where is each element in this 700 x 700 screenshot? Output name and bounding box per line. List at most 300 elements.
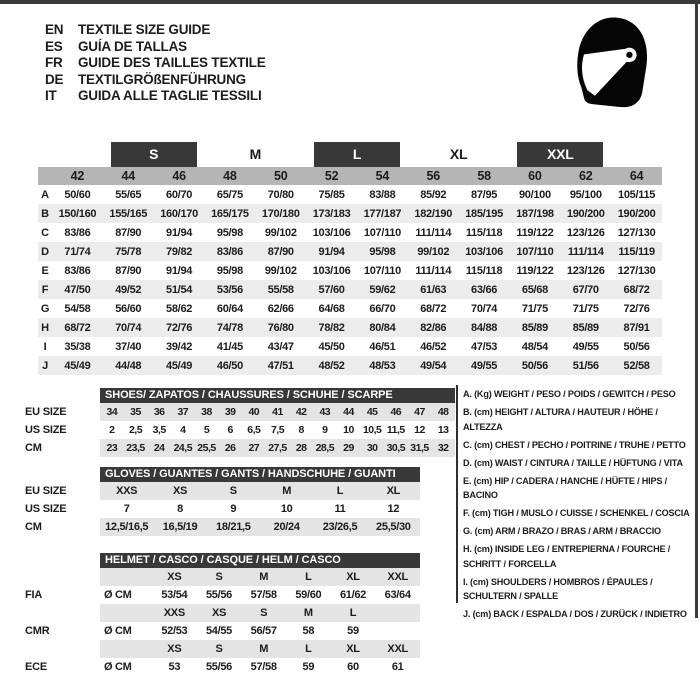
size-cell: L <box>349 607 357 619</box>
measurement-cell: 177/187 <box>363 207 402 220</box>
spacer-label <box>25 640 100 658</box>
measurement-cell: 67/70 <box>572 283 599 296</box>
language-title: TEXTILE SIZE GUIDE <box>78 22 211 37</box>
size-header-row <box>38 167 662 185</box>
size-header-cell: 60 <box>528 169 542 183</box>
measurement-cell: 75/78 <box>115 245 142 258</box>
size-cell: 2,5 <box>128 424 143 436</box>
standard-label: FIA <box>25 589 43 601</box>
size-cell: 29 <box>343 442 354 454</box>
spacer-cell <box>100 568 152 586</box>
legend <box>463 388 699 626</box>
measurement-cell: 115/119 <box>618 245 655 258</box>
measurement-cell: 70/80 <box>267 188 294 201</box>
measurement-row <box>38 299 662 318</box>
measurement-cell: 47/53 <box>471 340 498 353</box>
measurement-cell: 48/53 <box>369 359 396 372</box>
legend-text: CHEST / PECHO / POITRINE / TRUHE / PETTO <box>494 439 686 451</box>
measurement-cell: 111/114 <box>567 245 604 258</box>
measurement-cell: 66/70 <box>369 302 396 315</box>
legend-unit: (cm) <box>470 576 491 588</box>
measurement-cell: 41/45 <box>216 340 243 353</box>
legend-item <box>463 525 699 540</box>
measurement-cell: 55/58 <box>267 283 294 296</box>
measurement-cell: 87/91 <box>623 321 650 334</box>
size-cell: 20/24 <box>273 521 300 533</box>
size-cell: 61 <box>391 661 404 673</box>
size-cell: 7 <box>123 503 130 515</box>
size-header-cell: 50 <box>273 169 288 183</box>
size-cell: 9 <box>322 424 328 436</box>
size-cell: 47 <box>414 406 425 418</box>
measurement-row <box>38 318 662 337</box>
measurement-cell: 60/64 <box>216 302 243 315</box>
measurement-row-label: C <box>41 226 49 239</box>
size-cell: M <box>303 607 313 619</box>
measurement-cell: 62/66 <box>267 302 294 315</box>
measurement-cell: 50/56 <box>623 340 650 353</box>
size-cell: 53/54 <box>161 589 188 601</box>
measurement-cell: 76/80 <box>267 321 294 334</box>
size-cell: M <box>259 571 269 583</box>
measurement-row-label: E <box>41 264 49 277</box>
size-cell: 27,5 <box>268 442 287 454</box>
measurement-cell: 107/110 <box>516 245 554 258</box>
size-header-cell: 62 <box>578 169 593 183</box>
measurement-cell: 99/102 <box>264 226 297 239</box>
legend-unit: (cm) <box>474 457 495 469</box>
table-row <box>100 482 420 500</box>
table-row <box>100 586 420 604</box>
measurement-row <box>38 280 662 299</box>
legend-unit: (cm) <box>474 544 495 555</box>
legend-text: INSIDE LEG / ENTREPIERNA / FOURCHE / SCHRITT / FORCELLA <box>463 544 671 570</box>
section-title-bar: GLOVES / GUANTES / GANTS / HANDSCHUHE / GUANTI <box>100 467 420 482</box>
section-title-bar: HELMET / CASCO / CASQUE / HELM / CASCO <box>100 553 420 568</box>
size-cell: 57/58 <box>250 589 277 601</box>
measurement-cell: 95/98 <box>216 226 243 239</box>
language-row <box>45 39 266 56</box>
size-cell: 53 <box>168 661 181 673</box>
legend-text: WAIST / CINTURA / TAILLE / HÜFTUNG / VITA <box>494 457 683 469</box>
measurement-cell: 75/85 <box>318 188 345 201</box>
legend-text: HIP / CADERA / HANCHE / HÜFTE / HIPS / BACINO <box>463 475 667 501</box>
measurement-cell: 165/175 <box>211 207 249 220</box>
size-cell: 27 <box>248 442 260 454</box>
measurement-cell: 72/76 <box>166 321 193 334</box>
helmet-section <box>25 553 420 676</box>
measurement-cell: 87/90 <box>115 226 142 239</box>
measurement-cell: 111/114 <box>415 226 452 239</box>
language-block <box>45 22 266 105</box>
legend-text: BACK / ESPALDA / DOS / ZURÜCK / INDIETRO <box>493 609 687 620</box>
measurement-cell: 47/51 <box>267 359 294 372</box>
size-header-cell: 58 <box>477 169 491 183</box>
legend-text: SHOULDERS / HOMBROS / ÉPAULES / SCHULTERN / SPALLE <box>463 576 653 602</box>
measurement-cell: 78/82 <box>318 321 345 334</box>
size-cell: 57/58 <box>250 661 277 673</box>
legend-item <box>463 475 699 504</box>
measurement-cell: 87/90 <box>115 264 142 277</box>
size-cell: S <box>229 485 237 497</box>
measurement-cell: 84/88 <box>471 321 498 334</box>
measurement-cell: 85/92 <box>420 188 447 201</box>
size-cell: 11 <box>334 503 346 515</box>
size-cell: 43 <box>319 406 331 418</box>
spacer-label <box>25 568 100 586</box>
size-cell: 48 <box>437 406 449 418</box>
size-cell: 46 <box>390 406 402 418</box>
measurement-cell: 68/72 <box>623 283 650 296</box>
measurement-row <box>38 204 662 223</box>
measurement-cell: 45/49 <box>64 359 91 372</box>
legend-item <box>463 439 699 454</box>
size-cell: 7,5 <box>270 424 285 436</box>
section-row-labels <box>25 467 100 536</box>
section-title-bar: SHOES/ ZAPATOS / CHAUSSURES / SCHUHE / SCARPE <box>100 388 455 403</box>
size-header-cell: 52 <box>324 169 339 183</box>
size-cell: 24 <box>153 442 165 454</box>
measurement-cell: 119/122 <box>516 226 554 239</box>
measurement-cell: 91/94 <box>166 226 193 239</box>
size-cell: 30 <box>366 442 378 454</box>
size-cell <box>375 622 420 640</box>
legend-key: E. <box>463 475 474 487</box>
measurement-cell: 68/72 <box>420 302 447 315</box>
size-cell: 61/62 <box>339 589 366 601</box>
size-cell: S <box>215 571 223 583</box>
size-cell: XXS <box>116 485 138 497</box>
legend-unit: (cm) <box>474 407 495 418</box>
measurement-cell: 95/98 <box>216 264 243 277</box>
legend-item <box>463 457 699 472</box>
size-cell: 54/55 <box>205 625 232 637</box>
measurement-cell: 103/106 <box>312 226 351 239</box>
table-row <box>100 439 455 457</box>
size-header-cell: 46 <box>172 169 186 183</box>
measurement-cell: 71/75 <box>572 302 599 315</box>
size-cell: 59/60 <box>295 589 322 601</box>
measurement-row <box>38 337 662 356</box>
measurement-cell: 68/72 <box>64 321 91 334</box>
measurement-cell: 51/54 <box>166 283 193 296</box>
legend-unit: (cm) <box>474 439 495 451</box>
legend-key: D. <box>463 457 475 469</box>
measurement-cell: 91/94 <box>318 245 345 258</box>
measurement-cell: 47/50 <box>64 283 91 296</box>
measurement-cell: 58/62 <box>166 302 193 315</box>
measurement-cell: 39/42 <box>166 340 193 353</box>
measurement-cell: 95/100 <box>569 188 602 201</box>
legend-key: A. <box>463 389 475 400</box>
legend-text: WEIGHT / PESO / POIDS / GEWITCH / PESO <box>493 389 676 400</box>
standard-label: CMR <box>25 625 50 637</box>
size-header-cell: 56 <box>426 169 440 183</box>
measurement-cell: 90/100 <box>518 188 551 201</box>
measurement-cell: 103/106 <box>312 264 351 277</box>
measurement-cell: 49/55 <box>572 340 599 353</box>
measurement-cell: 187/198 <box>516 207 554 220</box>
table-row <box>100 500 420 518</box>
size-cell: 42 <box>295 406 307 418</box>
measurement-cell: 95/98 <box>369 245 396 258</box>
shoes-section <box>25 388 455 457</box>
measurement-cell: 50/56 <box>521 359 548 372</box>
legend-item <box>463 388 699 403</box>
legend-key: B. <box>463 407 475 418</box>
size-cell: XS <box>167 571 182 583</box>
row-label: CM <box>25 521 42 533</box>
size-cell: 23/26,5 <box>322 521 358 533</box>
measurement-cell: 83/86 <box>216 245 243 258</box>
legend-item <box>463 576 699 605</box>
row-label: EU SIZE <box>25 485 67 497</box>
size-group-label: XL <box>449 146 468 162</box>
measurement-cell: 60/70 <box>166 188 193 201</box>
measurement-cell: 70/74 <box>471 302 498 315</box>
size-cell: 16,5/19 <box>162 521 198 533</box>
language-code: IT <box>45 88 57 103</box>
measurement-cell: 103/106 <box>465 245 503 258</box>
size-cell: M <box>259 643 269 655</box>
legend-text: ARM / BRAZO / BRAS / ARM / BRACCIO <box>495 526 661 537</box>
size-cell: M <box>282 485 292 497</box>
size-cell: 34 <box>106 406 118 418</box>
measurement-cell: 115/118 <box>465 264 503 277</box>
measurement-row <box>38 223 662 242</box>
size-cell: 30,5 <box>386 442 406 454</box>
size-cell: 4 <box>180 424 186 436</box>
size-cell: 12,5/16,5 <box>105 521 149 533</box>
table-row <box>100 604 420 622</box>
language-row <box>45 88 266 105</box>
measurement-cell: 83/86 <box>64 264 91 277</box>
size-cell: XS <box>172 485 188 497</box>
legend-text: TIGH / MUSLO / CUISSE / SCHENKEL / COSCIA <box>492 508 690 519</box>
spacer-cell <box>100 640 152 658</box>
measurement-cell: 74/78 <box>216 321 243 334</box>
legend-item <box>463 608 699 623</box>
size-cell: 10 <box>343 424 354 436</box>
size-cell: 26 <box>224 442 236 454</box>
spacer-label <box>25 604 100 622</box>
size-cell: 23 <box>106 442 118 454</box>
size-cell: 8 <box>177 503 183 515</box>
size-cell: 37 <box>177 406 189 418</box>
language-code: ES <box>45 38 63 54</box>
measurement-rows <box>38 185 662 375</box>
measurement-cell: 65/75 <box>216 188 243 201</box>
measurement-cell: 52/58 <box>623 359 650 372</box>
size-cell: XS <box>167 643 182 655</box>
size-header-cell: 54 <box>375 169 390 183</box>
measurement-cell: 50/60 <box>64 188 91 201</box>
measurement-cell: 44/48 <box>115 359 142 372</box>
size-cell: L <box>336 485 344 497</box>
measurement-cell: 185/195 <box>465 207 503 220</box>
size-cell: 40 <box>248 406 260 418</box>
measurement-cell: 182/190 <box>414 207 453 220</box>
size-cell: XXS <box>163 607 185 619</box>
measurement-cell: 35/38 <box>64 340 91 353</box>
size-cell: 55/56 <box>205 589 232 601</box>
measurement-cell: 49/52 <box>115 283 142 296</box>
language-code: FR <box>45 55 63 70</box>
row-label: CM <box>25 442 42 454</box>
measurement-cell: 111/114 <box>415 264 452 277</box>
size-cell: 6,5 <box>247 424 261 436</box>
size-cell: 41 <box>272 406 283 418</box>
size-cell: 45 <box>366 406 378 418</box>
size-cell: 24,5 <box>173 442 193 454</box>
size-cell: 25,5/30 <box>376 521 411 533</box>
legend-key: C. <box>463 439 475 451</box>
size-cell: 35 <box>130 406 141 418</box>
language-title: TEXTILGRÖßENFÜHRUNG <box>78 71 246 87</box>
size-cell: 58 <box>302 625 315 637</box>
measurement-row-label: H <box>41 321 49 334</box>
measurement-cell: 80/84 <box>369 321 396 334</box>
measurement-cell: 83/88 <box>369 188 396 201</box>
size-group-label: XXL <box>517 142 603 167</box>
size-cell <box>375 604 420 622</box>
size-cell: 3,5 <box>152 424 166 436</box>
measurement-cell: 45/49 <box>166 359 193 372</box>
table-row <box>100 518 420 536</box>
measurement-cell: 56/60 <box>115 302 142 315</box>
legend-unit: (cm) <box>473 475 495 487</box>
language-title: GUIDA ALLE TAGLIE TESSILI <box>78 88 262 103</box>
size-cell: 56/57 <box>250 625 277 637</box>
size-header-cell: 44 <box>121 169 135 183</box>
measurement-cell: 170/180 <box>261 207 300 220</box>
row-label: US SIZE <box>25 503 67 515</box>
size-cell: 36 <box>153 406 165 418</box>
row-label: US SIZE <box>25 424 67 436</box>
legend-text: HEIGHT / ALTURA / HAUTEUR / HÖHE / ALTEZZA <box>463 407 658 433</box>
measurement-cell: 105/115 <box>618 188 656 201</box>
size-cell: 59 <box>302 661 315 673</box>
legend-item <box>463 543 699 572</box>
size-cell: 25,5 <box>197 442 216 454</box>
measurement-cell: 107/110 <box>363 226 401 239</box>
language-title: GUIDE DES TAILLES TEXTILE <box>78 55 266 70</box>
legend-key: F. <box>463 508 473 519</box>
measurement-row-label: G <box>40 302 50 315</box>
size-cell: L <box>305 643 312 655</box>
measurement-cell: 46/52 <box>420 340 447 353</box>
size-cell: 23,5 <box>126 442 145 454</box>
measurement-cell: 71/75 <box>521 302 548 315</box>
table-row <box>100 403 455 421</box>
size-cell: 8 <box>298 424 304 436</box>
measurement-cell: 49/54 <box>420 359 447 372</box>
measurement-cell: 46/50 <box>216 359 243 372</box>
measurement-cell: 160/170 <box>160 207 198 220</box>
measurement-cell: 71/74 <box>64 245 91 258</box>
measurement-cell: 173/183 <box>312 207 351 220</box>
size-table <box>100 467 420 536</box>
legend-key: G. <box>463 526 475 537</box>
language-code: DE <box>45 71 64 87</box>
measurement-cell: 51/56 <box>572 359 599 372</box>
size-table <box>100 553 420 676</box>
measurement-cell: 190/200 <box>566 207 605 220</box>
measurement-cell: 70/74 <box>115 321 142 334</box>
measurement-row <box>38 261 662 280</box>
legend-unit: (cm) <box>472 508 493 519</box>
measurement-cell: 87/90 <box>267 245 294 258</box>
size-cell: 63/64 <box>384 589 411 601</box>
size-header-cell: 42 <box>70 169 85 183</box>
size-cell: S <box>260 607 268 619</box>
measurement-cell: 123/126 <box>566 264 605 277</box>
size-cell: S <box>215 643 223 655</box>
measurement-cell: 46/51 <box>369 340 396 353</box>
size-cell: 9 <box>230 503 237 515</box>
size-cell: XL <box>346 643 360 655</box>
racing-helmet-icon <box>570 14 650 108</box>
size-cell: 52/53 <box>161 625 188 637</box>
measurement-cell: 127/130 <box>617 226 656 239</box>
measurement-cell: 64/68 <box>318 302 345 315</box>
measurement-cell: 59/62 <box>369 283 396 296</box>
measurement-cell: 119/122 <box>516 264 554 277</box>
size-cell: 59 <box>347 625 359 637</box>
size-header-cell: 48 <box>223 169 237 183</box>
size-cell: 44 <box>343 406 354 418</box>
measurement-row <box>38 185 662 204</box>
measurement-cell: 37/40 <box>115 340 142 353</box>
size-group-label: S <box>111 142 197 167</box>
measurement-cell: 99/102 <box>417 245 450 258</box>
measurement-cell: 54/58 <box>64 302 91 315</box>
measurement-cell: 123/126 <box>566 226 605 239</box>
size-cell: 60 <box>347 661 359 673</box>
measurement-cell: 49/55 <box>471 359 498 372</box>
table-row <box>100 658 420 676</box>
measurement-row-label: F <box>41 283 49 296</box>
section-row-labels <box>25 388 100 457</box>
measurement-cell: 48/52 <box>318 359 345 372</box>
unit-label: Ø CM <box>104 625 132 637</box>
size-cell: 5 <box>203 424 210 436</box>
gloves-section <box>25 467 420 536</box>
size-cell: 28 <box>295 442 307 454</box>
size-cell: 32 <box>437 442 449 454</box>
section-row-labels <box>25 553 100 676</box>
language-row <box>45 72 266 89</box>
size-cell: 28,5 <box>315 442 335 454</box>
size-cell: 13 <box>437 424 449 436</box>
size-cell: 6 <box>227 424 233 436</box>
measurement-cell: 53/56 <box>216 283 243 296</box>
measurement-cell: 43/47 <box>267 340 294 353</box>
table-row <box>100 568 420 586</box>
measurement-cell: 155/165 <box>109 207 148 220</box>
measurement-row-label: I <box>43 340 47 353</box>
measurement-cell: 65/68 <box>521 283 548 296</box>
size-header-cell: 64 <box>629 169 644 183</box>
table-row <box>100 622 420 640</box>
legend-divider <box>456 385 458 603</box>
language-code: EN <box>45 22 64 37</box>
measurement-row <box>38 356 662 375</box>
size-cell: 12 <box>414 424 425 436</box>
measurement-cell: 57/60 <box>318 283 345 296</box>
size-cell: XL <box>386 485 401 497</box>
measurement-cell: 72/76 <box>623 302 650 315</box>
